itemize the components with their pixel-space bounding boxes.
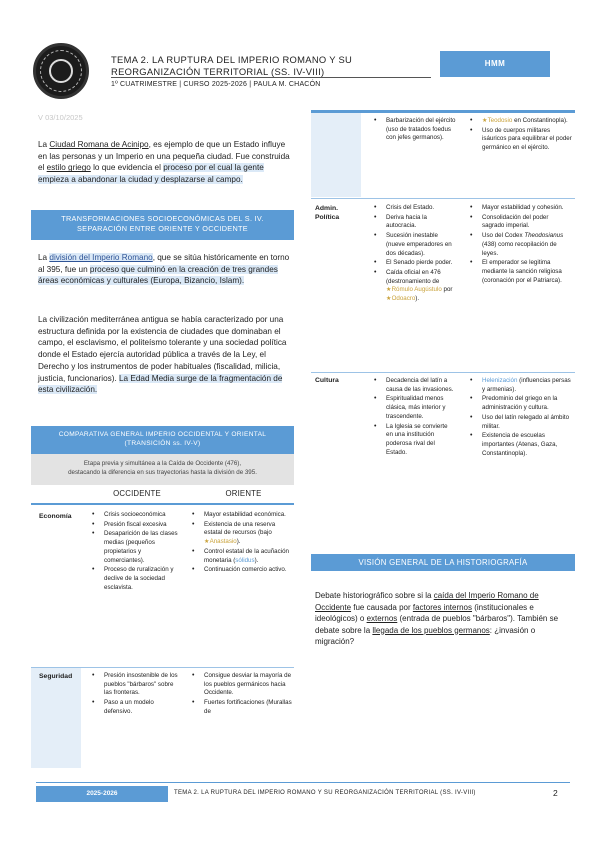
row-divider <box>311 372 575 373</box>
row-label-shade <box>311 113 361 197</box>
row-label-shade <box>31 668 81 768</box>
economy-east-list: • Mayor estabilidad económica. • Existencia de una reserva estatal de recursos (bajo ★Anastasio). • Control estatal de la acuñación monetaria (sólidus). • Continuación comercio activo. <box>192 511 292 576</box>
column-header-east: ORIENTE <box>225 489 262 498</box>
row-label-culture: Cultura <box>315 377 339 384</box>
admin-east-list: • Mayor estabilidad y cohesión. • Consolidación del poder sagrado imperial. • Uso del Codex Theodosianus (438) como recopilación de leyes. • El emperador se legitima mediante la sanción religiosa (coronación por el Patriarca). <box>470 204 572 286</box>
acinipo-link[interactable]: Ciudad Romana de Acinipo <box>49 140 149 149</box>
row-label-security: Seguridad <box>39 673 73 680</box>
footer-divider <box>36 782 570 783</box>
row-label-economy: Economía <box>39 513 72 520</box>
admin-west-list: • Crisis del Estado. • Deriva hacia la autocracia. • Sucesión inestable (nueve emperadores en dos décadas). • El Senado pierde poder. • Caída oficial en 476 (destronamiento de ★Rómulo Augústulo por ★Odoacro). <box>374 204 456 305</box>
comparative-table-caption: Etapa previa y simultánea a la Caída de Occidente (476), destacando la diferencia en sus trayectorias hasta la división de 395. <box>31 454 294 485</box>
economy-west-list: • Crisis socioeconómica • Presión fiscal excesiva • Desaparición de las clases medias (pequeños propietarios y comerciantes). • Proceso de ruralización y declive de la sociedad esclavista. <box>92 511 178 593</box>
section-heading-historiography: VISIÓN GENERAL DE LA HISTORIOGRAFÍA <box>311 554 575 571</box>
comparative-table-title: COMPARATIVA GENERAL IMPERIO OCCIDENTAL Y ORIENTAL (TRANSICIÓN ss. IV-V) <box>31 426 294 454</box>
security-east-continued: • ★Teodosio en Constantinopla). • Uso de cuerpos militares isáuricos para equilibrar el poder germánico en el ejército. <box>470 117 572 154</box>
historiography-paragraph: Debate historiográfico sobre si la caída del Imperio Romano de Occidente fue causada por factores internos (institucionales e ideológicos) o externos (entrada de pueblos "bárbaros"). También se debate sobre la llegada de los pueblos germanos: ¿invasión o migración? <box>315 591 559 646</box>
page-number: 2 <box>553 788 558 798</box>
row-divider <box>311 198 575 199</box>
header-title: TEMA 2. LA RUPTURA DEL IMPERIO ROMANO Y SU REORGANIZACIÓN TERRITORIAL (SS. IV-VIII) <box>111 54 353 77</box>
header-divider <box>111 77 431 78</box>
culture-east-list: • Helenización (influencias persas y armenias). • Predominio del griego en la administración y cultura. • Uso del latín relegado al ámbito militar. • Existencia de escuelas importantes (Atenas, Gaza, Constantinopla). <box>470 377 572 459</box>
date-stamp: V 03/10/2025 <box>38 113 83 122</box>
header-subtitle: 1º CUATRIMESTRE | CURSO 2025-2026 | PAULA M. CHACÓN <box>111 81 321 88</box>
footer-year-badge: 2025-2026 <box>36 786 168 802</box>
civilization-paragraph: La civilización mediterránea antigua se había caracterizado por una estructura definida por la existencia de ciudades que dominaban el campo, el esclavismo, el politeísmo tolerante y una sociedad política donde el Estado ejercía autoridad pública a través de la Ley, el Derecho y los instrumentos de poder habituales (fiscalidad, milicia, justicia, funcionarios). La Edad Media surge de la fragmentación de esta civilización. <box>38 315 287 395</box>
column-header-west: OCCIDENTE <box>113 489 161 498</box>
subject-badge: HMM <box>440 51 550 77</box>
division-paragraph: La división del Imperio Romano, que se sitúa históricamente en torno al 395, fue un proceso que culminó en la creación de tres grandes áreas económicas y culturales (Europa, Bizancio, Islam). <box>38 253 290 286</box>
security-west-list: • Presión insostenible de los pueblos "bárbaros" sobre las fronteras. • Paso a un modelo defensivo. <box>92 672 178 718</box>
section-heading-transformations: TRANSFORMACIONES SOCIOECONÓMICAS DEL S. IV. SEPARACIÓN ENTRE ORIENTE Y OCCIDENTE <box>31 210 294 240</box>
footer-title: TEMA 2. LA RUPTURA DEL IMPERIO ROMANO Y SU REORGANIZACIÓN TERRITORIAL (SS. IV-VIII) <box>174 790 476 796</box>
security-east-list: • Consigue desviar la mayoría de los pueblos germánicos hacia Occidente. • Fuertes fortificaciones (Murallas de <box>192 672 292 718</box>
row-label-admin-politics: Admin. Política <box>315 205 340 221</box>
comparative-column-headers <box>31 485 294 505</box>
security-west-continued: • Barbarización del ejército (uso de tratados foedus con jefes germanos). <box>374 117 456 144</box>
university-seal-logo <box>33 43 89 99</box>
greek-style-link[interactable]: estilo griego <box>46 163 91 173</box>
intro-paragraph: La Ciudad Romana de Acinipo, es ejemplo de que un Estado influye en las personas y un Imperio en una pequeña ciudad. Fue construida el estilo griego lo que evidencia el proceso por el cual la gente empieza a abandonar la ciudad y desplazarse al campo. <box>38 140 290 185</box>
culture-west-list: • Decadencia del latín a causa de las invasiones. • Espiritualidad menos clásica, más interior y trascendente. • La Iglesia se convierte en una institución poderosa rival del Estado. <box>374 377 456 458</box>
